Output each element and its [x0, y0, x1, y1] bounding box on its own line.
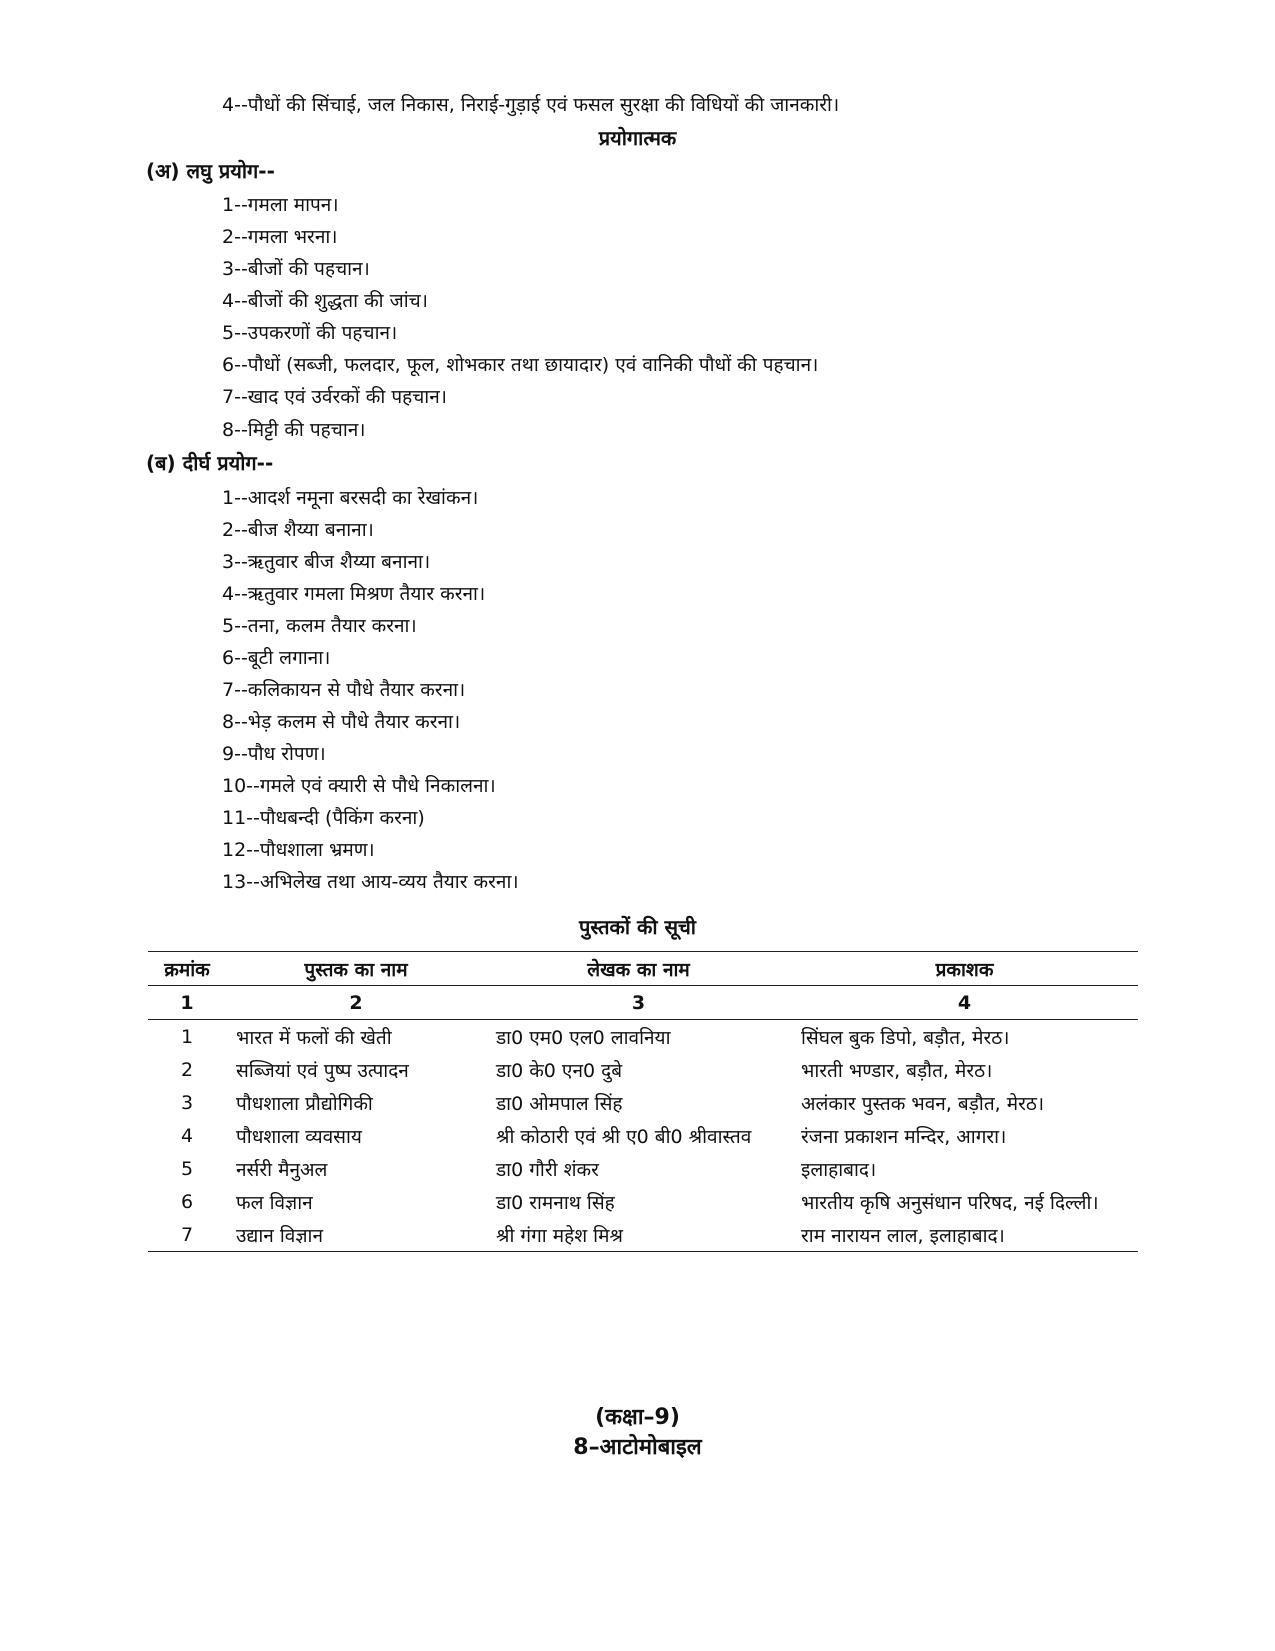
column-number-row: [148, 986, 1138, 1020]
list-item: 3--ऋतुवार बीज शैय्या बनाना।: [222, 551, 431, 573]
publisher-cell: भारतीय कृषि अनुसंधान परिषद, नई दिल्ली।: [801, 1191, 1099, 1214]
column-number: 3: [486, 986, 791, 1020]
author-cell: डा0 ओमपाल सिंह: [496, 1092, 623, 1115]
author-cell: डा0 एम0 एल0 लावनिया: [496, 1026, 671, 1049]
serial-cell: 6: [180, 1190, 194, 1213]
list-item: 4--बीजों की शुद्धता की जांच।: [222, 290, 428, 312]
list-item: 8--भेड़ कलम से पौधे तैयार करना।: [222, 711, 461, 733]
list-item: 7--कलिकायन से पौधे तैयार करना।: [222, 679, 466, 701]
table-row: [148, 1218, 1138, 1252]
list-item: 8--मिट्टी की पहचान।: [222, 419, 366, 441]
serial-cell: 5: [180, 1157, 194, 1180]
header-author-name: लेखक का नाम: [486, 952, 791, 986]
list-item: 4--ऋतुवार गमला मिश्रण तैयार करना।: [222, 583, 486, 605]
list-item: 1--गमला मापन।: [222, 194, 339, 216]
serial-cell: 2: [180, 1058, 194, 1081]
publisher-cell: इलाहाबाद।: [801, 1158, 877, 1181]
list-item: 10--गमले एवं क्यारी से पौधे निकालना।: [222, 775, 496, 797]
book-name-cell: पौधशाला प्रौद्योगिकी: [236, 1092, 373, 1115]
book-name-cell: पौधशाला व्यवसाय: [236, 1125, 362, 1148]
author-cell: श्री गंगा महेश मिश्र: [486, 1218, 791, 1252]
table-row: [148, 1086, 1138, 1119]
list-item: 6--बूटी लगाना।: [222, 647, 331, 669]
book-name-cell: भारत में फलों की खेती: [236, 1026, 392, 1049]
list-item: 5--उपकरणों की पहचान।: [222, 322, 398, 344]
list-item: 2--बीज शैय्या बनाना।: [222, 519, 374, 541]
table-row: [148, 1185, 1138, 1218]
author-cell: डा0 के0 एन0 दुबे: [496, 1059, 623, 1082]
publisher-cell: सिंघल बुक डिपो, बड़ौत, मेरठ।: [801, 1026, 1010, 1049]
column-number: 1: [148, 986, 226, 1020]
list-item: 9--पौध रोपण।: [222, 743, 326, 765]
publisher-cell: रंजना प्रकाशन मन्दिर, आगरा।: [801, 1125, 1007, 1148]
header-publisher: प्रकाशक: [791, 952, 1138, 986]
books-table: [148, 951, 1138, 1252]
subject-title: 8–आटोमोबाइल: [573, 1435, 702, 1460]
list-item: 11--पौधबन्दी (पैकिंग करना): [222, 807, 425, 829]
list-item: 6--पौधों (सब्जी, फलदार, फूल, शोभकार तथा छायादार) एवं वानिकी पौधों की पहचान।: [222, 354, 819, 376]
class-label: (कक्षा–9): [595, 1405, 680, 1430]
table-header-row: [148, 952, 1138, 986]
publisher-cell: भारती भण्डार, बड़ौत, मेरठ।: [801, 1059, 993, 1082]
book-name-cell: उद्यान विज्ञान: [226, 1218, 486, 1252]
table-row: [148, 1020, 1138, 1054]
book-name-cell: फल विज्ञान: [236, 1191, 313, 1214]
list-item: 7--खाद एवं उर्वरकों की पहचान।: [222, 386, 447, 408]
serial-cell: 7: [148, 1218, 226, 1252]
serial-cell: 4: [180, 1124, 194, 1147]
table-row: [148, 1119, 1138, 1152]
header-book-name: पुस्तक का नाम: [226, 952, 486, 986]
serial-cell: 1: [180, 1025, 194, 1048]
book-name-cell: सब्जियां एवं पुष्प उत्पादन: [236, 1059, 409, 1082]
list-item: 3--बीजों की पहचान।: [222, 258, 370, 280]
book-name-cell: नर्सरी मैनुअल: [236, 1158, 328, 1181]
list-item: 13--अभिलेख तथा आय-व्यय तैयार करना।: [222, 871, 519, 893]
section-a-heading: (अ) लघु प्रयोग--: [146, 159, 275, 183]
objective-item-4: 4--पौधों की सिंचाई, जल निकास, निराई-गुड़ाई एवं फसल सुरक्षा की विधियों की जानकारी।: [222, 94, 840, 116]
section-b-heading: (ब) दीर्घ प्रयोग--: [146, 451, 274, 475]
list-item: 12--पौधशाला भ्रमण।: [222, 839, 375, 861]
column-number: 2: [226, 986, 486, 1020]
table-row: [148, 1053, 1138, 1086]
practical-title: प्रयोगात्मक: [598, 126, 677, 150]
publisher-cell: राम नारायन लाल, इलाहाबाद।: [791, 1218, 1138, 1252]
author-cell: डा0 गौरी शंकर: [496, 1158, 599, 1181]
table-row: [148, 1152, 1138, 1185]
header-serial: क्रमांक: [148, 952, 226, 986]
column-number: 4: [791, 986, 1138, 1020]
list-item: 2--गमला भरना।: [222, 226, 338, 248]
books-title: पुस्तकों की सूची: [579, 915, 696, 939]
list-item: 5--तना, कलम तैयार करना।: [222, 615, 417, 637]
serial-cell: 3: [180, 1091, 194, 1114]
author-cell: डा0 रामनाथ सिंह: [496, 1191, 615, 1214]
author-cell: श्री कोठारी एवं श्री ए0 बी0 श्रीवास्तव: [496, 1125, 752, 1148]
publisher-cell: अलंकार पुस्तक भवन, बड़ौत, मेरठ।: [801, 1092, 1045, 1115]
list-item: 1--आदर्श नमूना बरसदी का रेखांकन।: [222, 487, 479, 509]
